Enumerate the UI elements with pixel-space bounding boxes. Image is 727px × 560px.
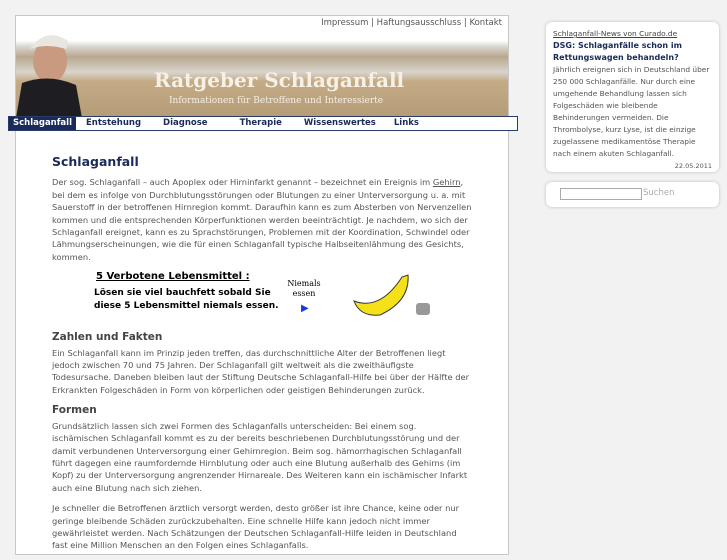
nav-entstehung[interactable]: Entstehung [86,118,142,128]
search-input[interactable] [560,188,642,200]
main-nav [8,116,518,131]
news-text: Jährlich ereignen sich in Deutschland über 250 000 Schlaganfälle. Nur durch eine umgehende Behandlung lassen sich Folgeschäden wie bleibende Behinderungen vermeiden. Die Thrombolyse, kurz Lyse, ist die einzige zugelassene medikamentöse Therapie nach einem akuten Schlaganfall. [553,65,710,158]
news-title-link[interactable]: DSG: Schlaganfälle schon im Rettungswagen behandeln? [553,41,682,62]
article [52,150,472,560]
advertisement[interactable] [52,271,472,323]
intro-paragraph [52,176,472,263]
nav-wissenswertes[interactable]: Wissenswertes [303,118,376,128]
search-box [546,182,719,207]
intro-text: Der sog. Schlaganfall – auch Apoplex oder Hirninfarkt genannt – bezeichnet ein Ereignis im [52,177,433,188]
news-box [546,22,719,172]
nav-links[interactable]: Links [393,118,419,128]
site-subtitle: Informationen für Betroffene und Interessierte [169,96,384,106]
impressum-link[interactable]: Impressum [321,18,369,28]
section-heading: Zahlen und Fakten [52,331,163,344]
paragraph: Je schneller die Betroffenen ärztlich versorgt werden, desto größer ist ihre Chance, keine oder nur geringe bleibende Schäden zurückzubehalten. Eine schnelle Hilfe kann jedoch nicht immer gewährleistet werden. Nach Schätzungen der Deutschen Schlaganfall-Hilfe leiden in Deutschland fast eine Million Menschen an den Folgen eines Schlaganfalls. [52,503,460,551]
banana-icon [350,271,414,317]
news-date: 22.05.2011 [674,162,712,170]
intro-text-cont: , bei dem es infolge von Durchblutungsstörungen oder Blutungen zu einer Unterversorgung u. a. mit Sauerstoff in der betroffenen Hirnregion kommt. Daraufhin kann es zum Absterben von Nervenzellen kommen und die entsprechenden Körperfunktionen werden beeinträchtigt. Je nachdem, wo sich der Schlaganfall ereignet, kann es zu Sprachstörungen, Problemen mit der Koordination, Schwindel oder Lähmungserscheinungen, wie die für einen Schlaganfall typische Halbseitenlähmung des Gesichts, kommen. [52,177,472,262]
haftungsausschluss-link[interactable]: Haftungsausschluss [376,18,462,28]
arrow-icon: ▶ [301,303,309,315]
nav-schlaganfall[interactable]: Schlaganfall [9,117,76,130]
gehirn-link[interactable]: Gehirn [432,177,461,188]
header-banner [16,16,508,118]
search-button[interactable]: Suchen [643,188,675,198]
ad-line2: diese 5 Lebensmittel niemals essen. [94,301,279,312]
paragraph: Ein Schlaganfall kann im Prinzip jeden treffen, das durchschnittliche Alter der Betroffenen liegt jedoch zwischen 70 und 75 Jahren. Der Schlaganfall gilt weltweit als die zweithäufigste Todesursache. Daneben bleiben laut der Stiftung Deutsche Schlaganfall-Hilfe bei über der Hälfte der Erkrankten Folgeschäden in Form von körperlichen oder geistigen Behinderungen zurück. [52,347,469,395]
paragraph: Grundsätzlich lassen sich zwei Formen des Schlaganfalls unterscheiden: Bei einem sog. ischämischen Schlaganfall kommt es zu der bereits beschriebenen Durchblutungsstörung und der damit verbundenen Unterversorgung einer Gehirnregion. Beim sog. hämorrhagischen Schlaganfall führt dagegen eine raumfordernde Hirnblutung oder auch eine Blutung außerhalb des Gehirns (im Kopf) zu der Unterversorgung angrenzender Hirnareale. Des Weiteren kann ein ischämischer Infarkt auch eine Blutung nach sich ziehen. [52,420,468,493]
ad-title: 5 Verbotene Lebensmittel : [96,271,250,283]
nav-therapie[interactable]: Therapie [239,118,282,128]
site-title: Ratgeber Schlaganfall [154,68,405,92]
news-source-link[interactable]: Schlaganfall-News von Curado.de [553,29,678,38]
ad-info-icon[interactable] [416,303,430,315]
top-links: Impressum | Haftungsausschluss | Kontakt [321,18,502,28]
kontakt-link[interactable]: Kontakt [469,18,502,28]
person-photo [16,21,82,118]
section-heading: Formen [52,404,97,417]
nav-diagnose[interactable]: Diagnose [163,118,208,128]
page-title: Schlaganfall [52,154,139,169]
ad-line1: Lösen sie viel bauchfett sobald Sie [94,288,271,299]
ad-side-text: Niemals essen [287,279,321,299]
